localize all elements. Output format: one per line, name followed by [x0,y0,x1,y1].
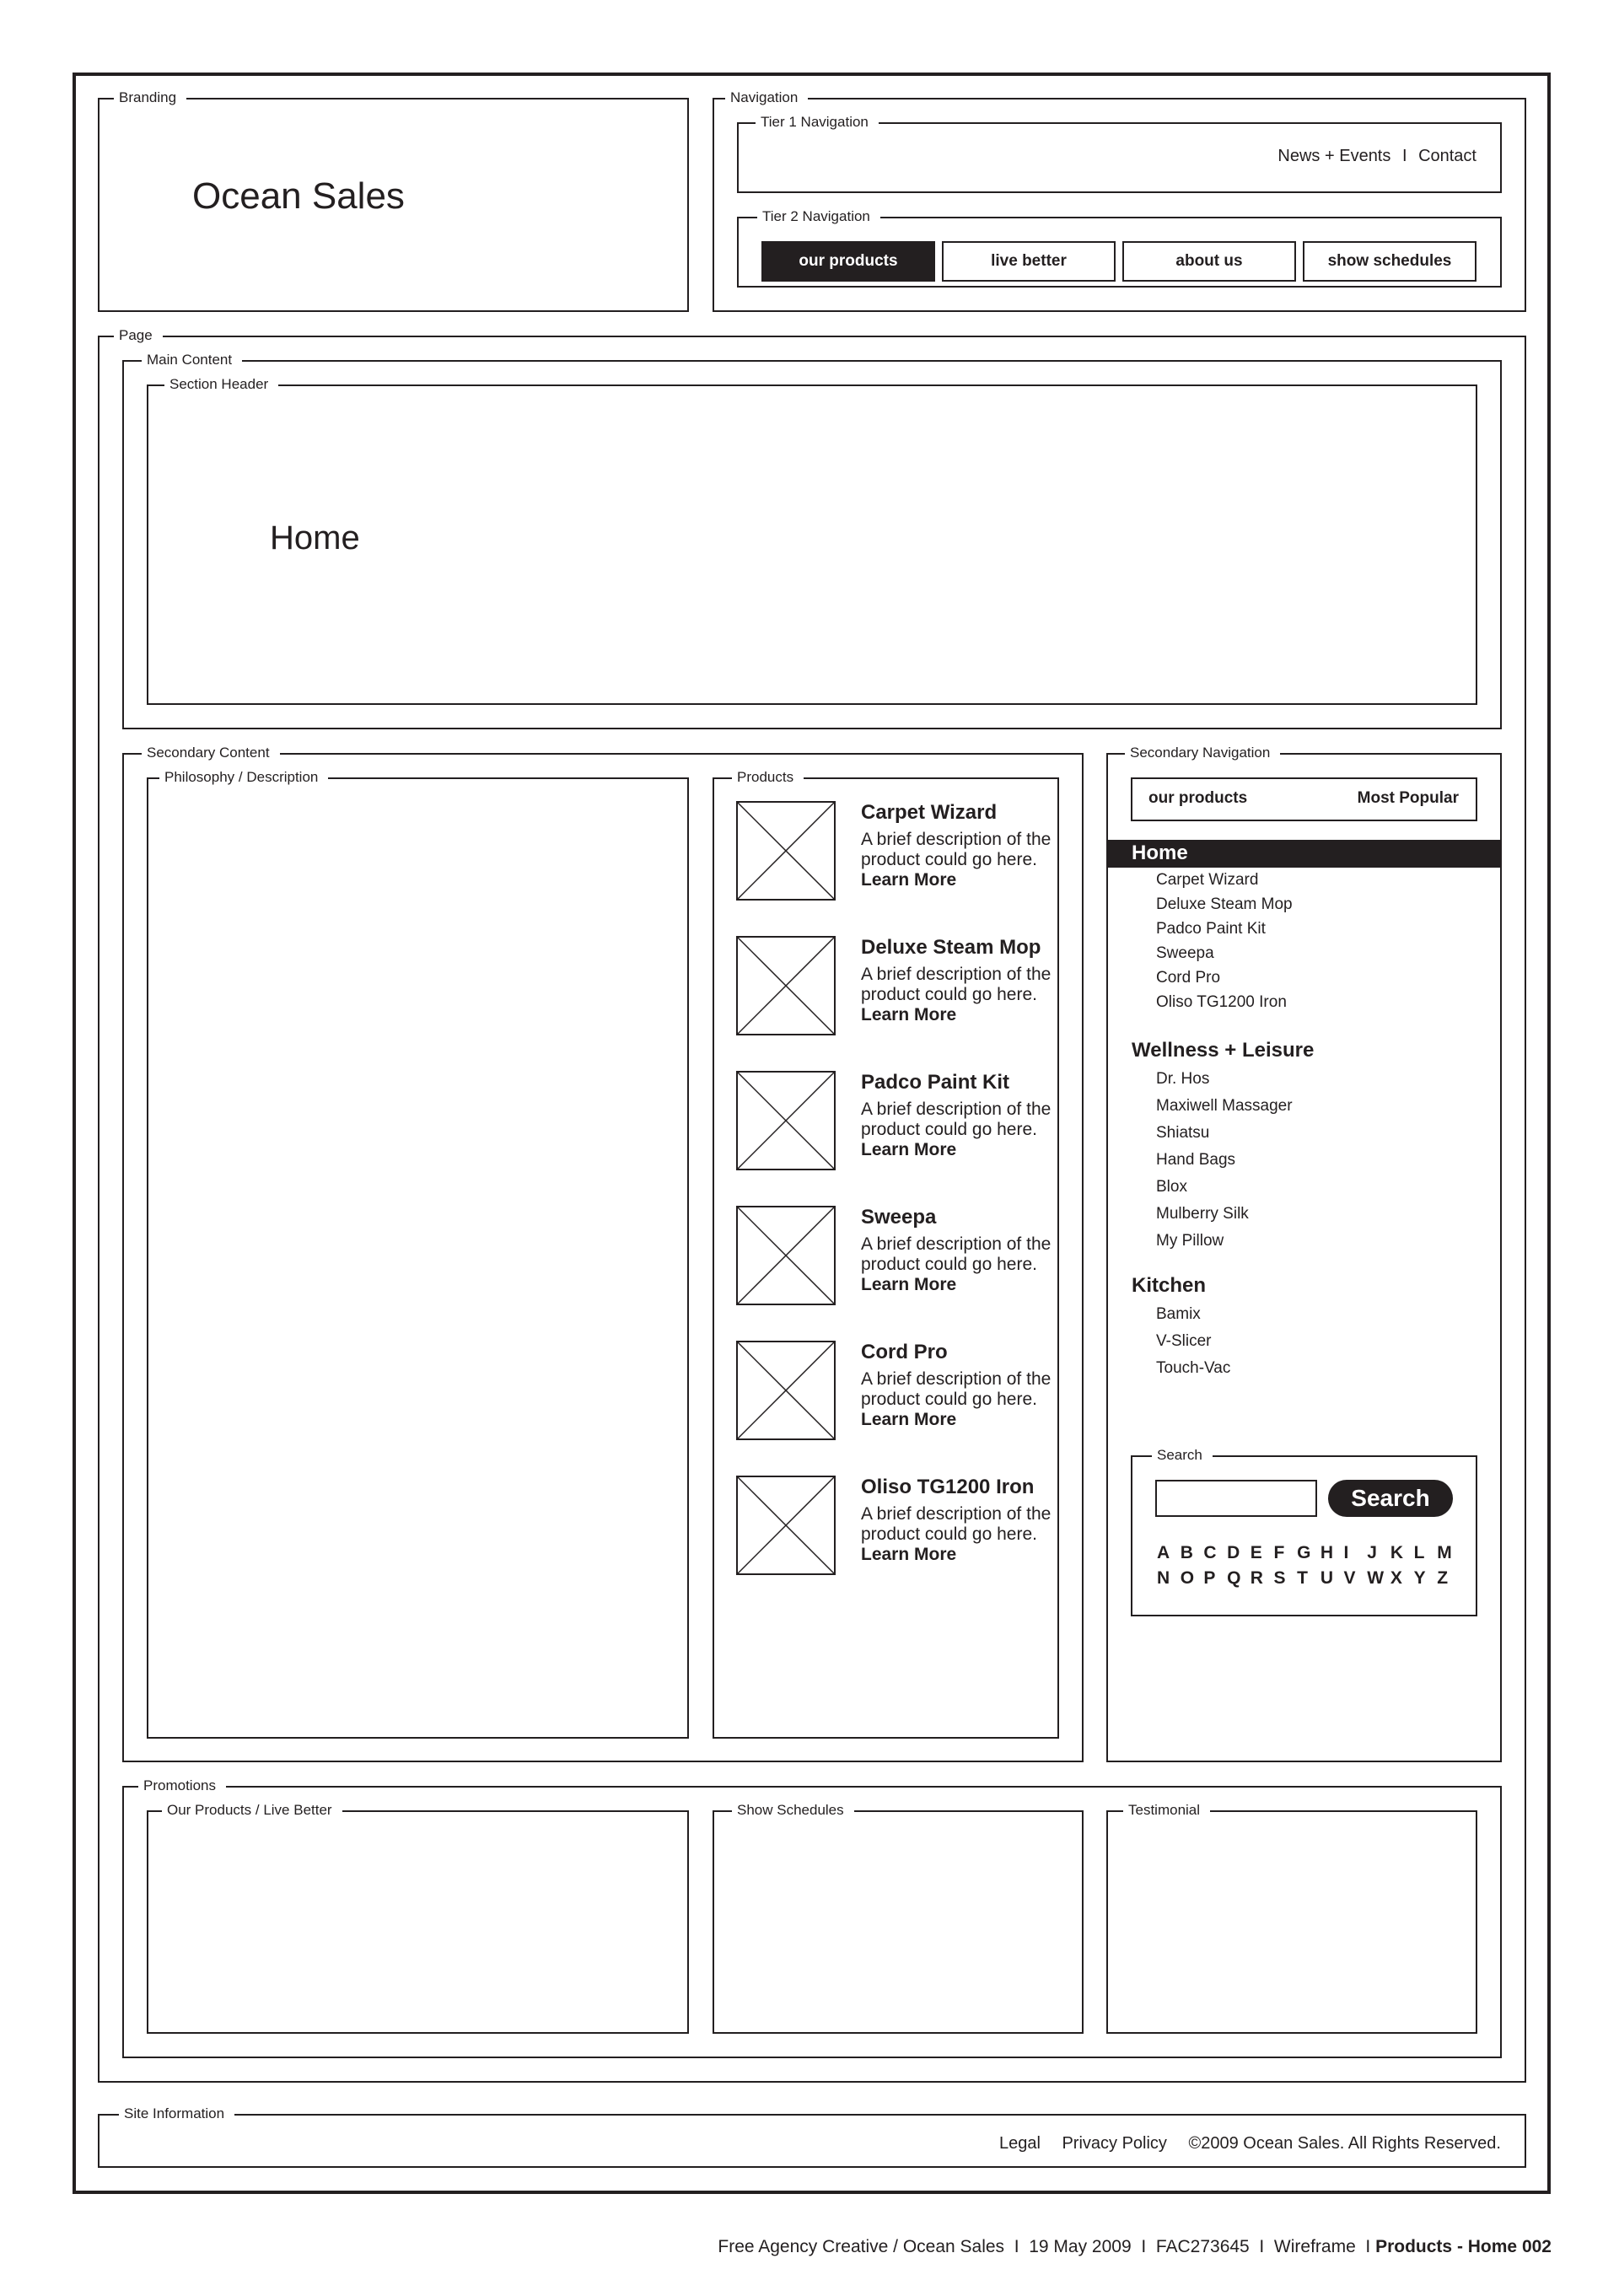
letter-link[interactable]: Y [1413,1568,1426,1588]
letter-link[interactable]: C [1203,1543,1217,1562]
product-image-placeholder[interactable] [736,1341,836,1440]
main-content-label: Main Content [142,352,242,368]
product-image-placeholder[interactable] [736,936,836,1035]
product-item [736,1206,1057,1307]
letter-link[interactable]: V [1343,1568,1356,1588]
letter-link[interactable]: N [1157,1568,1170,1588]
philosophy-description-region [147,777,689,1739]
product-description: A brief description of the product could go here. Learn More [861,830,1052,890]
letter-link[interactable]: G [1297,1543,1311,1562]
secondary-navigation-label: Secondary Navigation [1125,745,1280,761]
product-item [736,1071,1057,1172]
promo-testimonial [1106,1810,1477,2034]
subnav-item[interactable]: V-Slicer [1156,1332,1212,1350]
subnav-item[interactable]: My Pillow [1156,1232,1224,1250]
tab-live-better[interactable]: live better [942,241,1116,282]
alphabet-row-2 [1157,1568,1460,1589]
letter-link[interactable]: H [1320,1543,1333,1562]
product-image-placeholder[interactable] [736,1476,836,1575]
subnav-item[interactable]: Oliso TG1200 Iron [1156,993,1287,1011]
product-title[interactable]: Carpet Wizard [861,801,998,824]
subnav-item[interactable]: Maxiwell Massager [1156,1097,1293,1115]
product-item [736,936,1057,1037]
site-info-links [928,2134,1501,2154]
category-wellness-leisure[interactable]: Wellness + Leisure [1132,1039,1315,1062]
subnav-item[interactable]: Padco Paint Kit [1156,920,1266,938]
product-description: A brief description of the product could go here. Learn More [861,1369,1052,1429]
search-input[interactable] [1155,1480,1317,1517]
subnav-item[interactable]: Mulberry Silk [1156,1205,1249,1223]
product-description: A brief description of the product could go here. Learn More [861,1234,1052,1294]
product-title[interactable]: Oliso TG1200 Iron [861,1476,1035,1498]
section-header-label: Section Header [164,376,278,393]
letter-link[interactable]: L [1413,1543,1425,1562]
product-description: A brief description of the product could go here. Learn More [861,1100,1052,1159]
promo-show-schedules-label: Show Schedules [732,1802,854,1819]
tab-show-schedules[interactable]: show schedules [1303,241,1476,282]
subnav-item[interactable]: Deluxe Steam Mop [1156,895,1293,913]
letter-link[interactable]: R [1250,1568,1263,1588]
learn-more-link[interactable]: Learn More [861,870,957,890]
search-label: Search [1152,1447,1213,1464]
news-events-link[interactable]: News + Events [1277,147,1391,165]
product-title[interactable]: Deluxe Steam Mop [861,936,1041,959]
letter-link[interactable]: K [1390,1543,1404,1562]
letter-link[interactable]: W [1367,1568,1385,1588]
page-label: Page [114,327,163,344]
product-title[interactable]: Cord Pro [861,1341,948,1363]
search-button[interactable]: Search [1328,1480,1453,1517]
product-image-placeholder[interactable] [736,1206,836,1305]
product-item [736,1341,1057,1442]
contact-link[interactable]: Contact [1418,147,1476,165]
document-footer [590,2237,1552,2257]
secondary-content-label: Secondary Content [142,745,280,761]
product-image-placeholder[interactable] [736,801,836,901]
product-image-placeholder[interactable] [736,1071,836,1170]
product-title[interactable]: Sweepa [861,1206,937,1229]
tab-our-products[interactable]: our products [761,241,935,282]
products-label: Products [732,769,804,786]
letter-link[interactable]: F [1273,1543,1285,1562]
subnav-item[interactable]: Sweepa [1156,944,1214,962]
document-footer-page-name: Products - Home 002 [1375,2237,1552,2256]
letter-link[interactable]: I [1343,1543,1349,1562]
page-title: Home [270,519,360,557]
letter-link[interactable]: Z [1437,1568,1449,1588]
promotions-label: Promotions [138,1777,226,1794]
alphabet-row-1 [1157,1543,1460,1563]
letter-link[interactable]: P [1203,1568,1216,1588]
most-popular-link[interactable]: Most Popular [1357,789,1459,807]
letter-link[interactable]: A [1157,1543,1170,1562]
promo-show-schedules [713,1810,1084,2034]
philosophy-description-label: Philosophy / Description [159,769,328,786]
letter-link[interactable]: O [1180,1568,1195,1588]
product-title[interactable]: Padco Paint Kit [861,1071,1010,1094]
letter-link[interactable]: E [1250,1543,1262,1562]
product-item [736,1476,1057,1577]
site-logo-text[interactable]: Ocean Sales [192,175,405,217]
tier1-separator: I [1401,147,1407,165]
promo-testimonial-label: Testimonial [1123,1802,1210,1819]
promo-our-products-label: Our Products / Live Better [162,1802,342,1819]
product-description: A brief description of the product could go here. Learn More [861,965,1052,1024]
alphabet-index [1157,1543,1460,1589]
tier2-navigation-label: Tier 2 Navigation [757,208,880,225]
subnav-item[interactable]: Blox [1156,1178,1187,1196]
letter-link[interactable]: D [1227,1543,1240,1562]
letter-link[interactable]: T [1297,1568,1308,1588]
learn-more-link[interactable]: Learn More [861,1545,957,1564]
letter-link[interactable]: X [1390,1568,1402,1588]
learn-more-link[interactable]: Learn More [861,1140,957,1159]
tab-about-us[interactable]: about us [1122,241,1296,282]
legal-link[interactable]: Legal [998,2134,1041,2153]
document-footer-meta: Free Agency Creative / Ocean Sales I 19 May 2009 I FAC273645 I Wireframe I [718,2237,1376,2256]
subnav-item[interactable]: Hand Bags [1156,1151,1236,1169]
tier1-navigation-label: Tier 1 Navigation [756,114,879,131]
subnav-item[interactable]: Touch-Vac [1156,1359,1231,1377]
promo-our-products-live-better [147,1810,689,2034]
copyright-text: ©2009 Ocean Sales. All Rights Reserved. [1188,2134,1501,2153]
product-item [736,801,1057,902]
navigation-label: Navigation [725,89,808,106]
category-kitchen[interactable]: Kitchen [1132,1274,1207,1297]
learn-more-link[interactable]: Learn More [861,1005,957,1024]
letter-link[interactable]: J [1367,1543,1377,1562]
tier1-links [1197,147,1476,166]
letter-link[interactable]: S [1273,1568,1286,1588]
subnav-item[interactable]: Dr. Hos [1156,1070,1210,1088]
product-description: A brief description of the product could go here. Learn More [861,1504,1052,1564]
subnav-item[interactable]: Shiatsu [1156,1124,1210,1142]
learn-more-link[interactable]: Learn More [861,1410,957,1429]
learn-more-link[interactable]: Learn More [861,1275,957,1294]
subnav-item[interactable]: Cord Pro [1156,969,1221,987]
branding-label: Branding [114,89,186,106]
privacy-policy-link[interactable]: Privacy Policy [1062,2134,1167,2153]
subnav-item[interactable]: Carpet Wizard [1156,871,1259,889]
letter-link[interactable]: M [1437,1543,1452,1562]
category-home[interactable]: Home [1132,842,1188,864]
letter-link[interactable]: Q [1227,1568,1241,1588]
subnav-item[interactable]: Bamix [1156,1305,1201,1323]
site-information-label: Site Information [119,2105,234,2122]
letter-link[interactable]: B [1180,1543,1193,1562]
letter-link[interactable]: U [1320,1568,1333,1588]
secondary-nav-our-products[interactable]: our products [1148,789,1248,807]
